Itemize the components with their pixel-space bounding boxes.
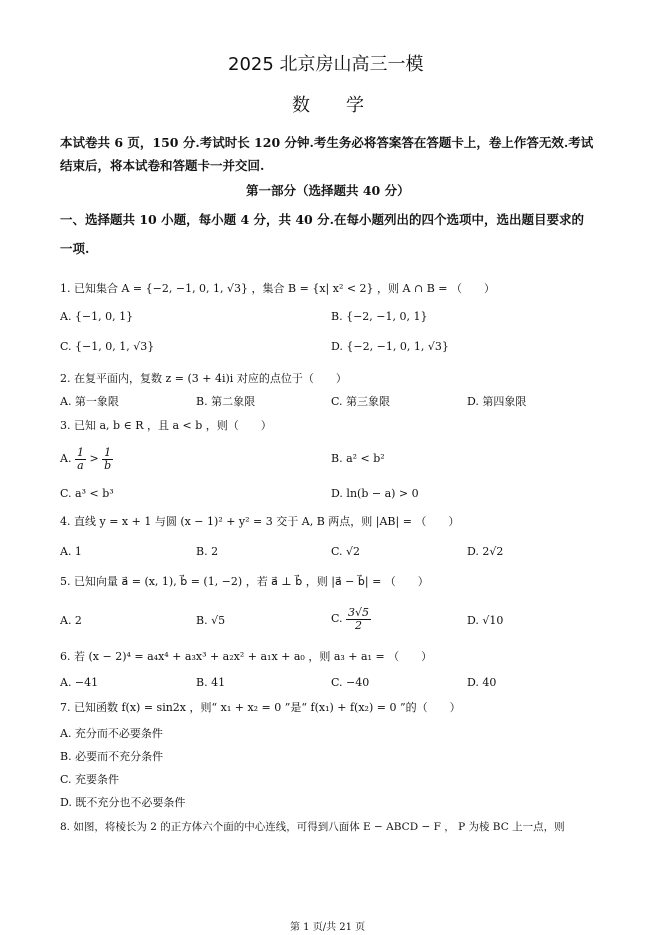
instructions-line-2: 结束后，将本试卷和答题卡一并交回. xyxy=(60,158,265,173)
question-6-option-b: B. 41 xyxy=(196,676,226,689)
part-intro-line-2: 一项. xyxy=(60,241,90,256)
question-6-option-d: D. 40 xyxy=(467,676,497,689)
question-2-option-b: B. 第二象限 xyxy=(196,395,256,408)
question-2-option-c: C. 第三象限 xyxy=(331,395,391,408)
question-3-stem: 3. 已知 a, b ∈ R ，且 a < b ，则（ ） xyxy=(60,419,272,432)
question-7-option-b: B. 必要而不充分条件 xyxy=(60,750,164,763)
page-title: 2025 北京房山高三一模 xyxy=(228,54,424,75)
question-4-option-d: D. 2√2 xyxy=(467,545,504,558)
question-3-option-b: B. a² < b² xyxy=(331,452,385,465)
instructions-line-1: 本试卷共 6 页，150 分.考试时长 120 分钟.考生务必将答案答在答题卡上，卷上作答无效.考试 xyxy=(60,135,594,150)
question-3-option-a xyxy=(60,444,113,474)
fraction: $\frac{3√5}{2}$ xyxy=(348,605,370,632)
question-6-option-c: C. −40 xyxy=(331,676,370,689)
question-6-option-a: A. −41 xyxy=(60,676,99,689)
part-heading: 第一部分（选择题共 40 分） xyxy=(246,183,410,198)
question-5-option-c-label: C. xyxy=(331,612,343,625)
question-4-option-c: C. √2 xyxy=(331,545,361,558)
question-4-stem: 4. 直线 y = x + 1 与圆 (x − 1)² + y² = 3 交于 A, B 两点，则 |AB| = （ ） xyxy=(60,515,460,528)
question-1-option-d: D. {−2, −1, 0, 1, √3} xyxy=(331,340,449,353)
question-3-option-a-label: A. xyxy=(60,452,72,465)
question-1-option-a: A. {−1, 0, 1} xyxy=(60,310,134,323)
question-4-option-a: A. 1 xyxy=(60,545,82,558)
question-3-option-d: D. ln(b − a) > 0 xyxy=(331,487,419,500)
fraction: $\frac{1}{a}$ xyxy=(76,445,84,472)
part-intro-line-1: 一、选择题共 10 小题，每小题 4 分，共 40 分.在每小题列出的四个选项中，选出题目要求的 xyxy=(60,212,584,227)
greater-than-sign: > xyxy=(89,452,99,465)
question-2-stem: 2. 在复平面内，复数 z = (3 + 4i)i 对应的点位于（ ） xyxy=(60,372,347,385)
question-1-stem: 1. 已知集合 A = {−2, −1, 0, 1, √3} ，集合 B = {x| x² < 2} ，则 A ∩ B = （ ） xyxy=(60,282,495,295)
question-5-option-a: A. 2 xyxy=(60,614,82,627)
question-7-option-a: A. 充分而不必要条件 xyxy=(60,727,163,740)
fraction: $\frac{1}{b}$ xyxy=(104,445,112,472)
subject-title: 数 学 xyxy=(292,95,364,116)
question-5-option-b: B. √5 xyxy=(196,614,226,627)
page-footer: 第 1 页/共 21 页 xyxy=(290,922,366,933)
question-2-option-d: D. 第四象限 xyxy=(467,395,527,408)
question-1-option-c: C. {−1, 0, 1, √3} xyxy=(60,340,155,353)
question-2-option-a: A. 第一象限 xyxy=(60,395,119,408)
question-1-option-b: B. {−2, −1, 0, 1} xyxy=(331,310,428,323)
question-5-stem: 5. 已知向量 a⃗ = (x, 1), b⃗ = (1, −2) ，若 a⃗ ⊥ b⃗ ，则 |a⃗ − b⃗| = （ ） xyxy=(60,575,429,588)
question-7-stem: 7. 已知函数 f(x) = sin2x ，则“ x₁ + x₂ = 0 ”是“ f(x₁) + f(x₂) = 0 ”的（ ） xyxy=(60,701,461,714)
question-8-stem: 8. 如图，将棱长为 2 的正方体六个面的中心连线，可得到八面体 E − ABCD − F ， P 为棱 BC 上一点，则 xyxy=(60,821,565,833)
question-7-option-d: D. 既不充分也不必要条件 xyxy=(60,796,186,809)
question-5-option-c xyxy=(331,604,371,634)
question-6-stem: 6. 若 (x − 2)⁴ = a₄x⁴ + a₃x³ + a₂x² + a₁x + a₀ ，则 a₃ + a₁ = （ ） xyxy=(60,650,433,663)
question-7-option-c: C. 充要条件 xyxy=(60,773,120,786)
question-3-option-c: C. a³ < b³ xyxy=(60,487,114,500)
question-5-option-d: D. √10 xyxy=(467,614,504,627)
question-4-option-b: B. 2 xyxy=(196,545,219,558)
